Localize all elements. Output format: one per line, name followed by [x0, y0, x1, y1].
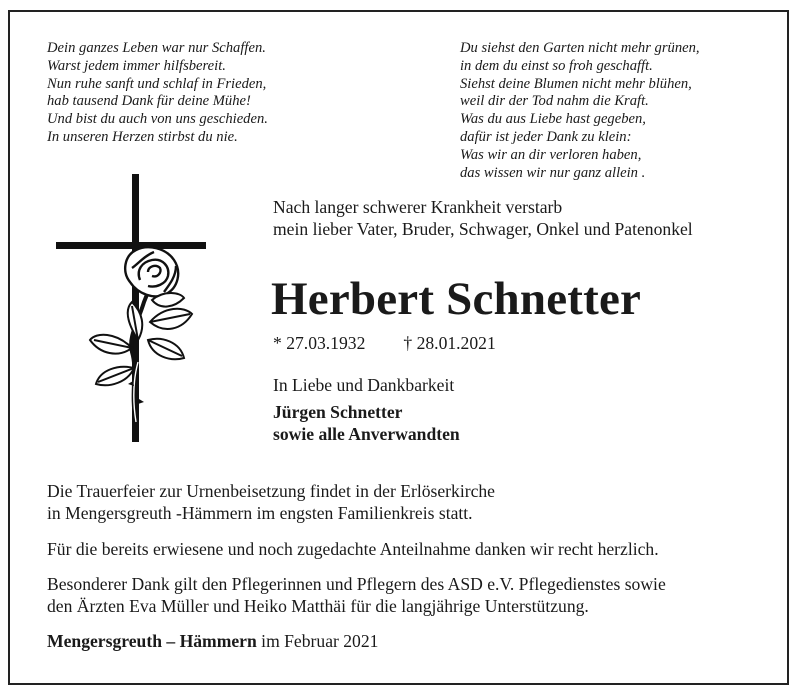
special-thanks-paragraph [47, 573, 666, 617]
birth-date: * 27.03.1932 [273, 333, 366, 353]
poem-line: in dem du einst so froh geschafft. [460, 57, 653, 74]
poem-line: Warst jedem immer hilfsbereit. [47, 57, 226, 74]
closing-line [47, 630, 378, 652]
poem-line: weil dir der Tod nahm die Kraft. [460, 93, 649, 110]
poem-line: Was wir an dir verloren haben, [460, 146, 642, 163]
poem-line: Dein ganzes Leben war nur Schaffen. [47, 40, 266, 56]
intro-line: mein lieber Vater, Bruder, Schwager, Onkel und Patenonkel [273, 219, 693, 239]
deceased-name: Herbert Schnetter [271, 273, 642, 325]
cross-with-rose-icon [52, 172, 212, 444]
signer-line: sowie alle Anverwandten [273, 424, 460, 444]
paragraph-line: Besonderer Dank gilt den Pflegerinnen und Pflegern des ASD e.V. Pflegedienstes sowie [47, 574, 666, 594]
poem-line: das wissen wir nur ganz allein . [460, 164, 646, 181]
poem-line: dafür ist jeder Dank zu klein: [460, 128, 632, 145]
paragraph-line: den Ärzten Eva Müller und Heiko Matthäi für die langjährige Unterstützung. [47, 596, 589, 616]
signer-line: Jürgen Schnetter [273, 402, 403, 422]
life-dates [273, 332, 496, 354]
poem-line: Und bist du auch von uns geschieden. [47, 111, 268, 128]
funeral-paragraph [47, 480, 495, 524]
poem-line: Du siehst den Garten nicht mehr grünen, [460, 40, 700, 56]
poem-line: Siehst deine Blumen nicht mehr blühen, [460, 75, 692, 92]
poem-line: Nun ruhe sanft und schlaf in Frieden, [47, 75, 267, 92]
poem-line: In unseren Herzen stirbst du nie. [47, 128, 238, 145]
poem-line: Was du aus Liebe hast gegeben, [460, 111, 646, 128]
intro-text [273, 196, 693, 240]
poem-line: hab tausend Dank für deine Mühe! [47, 93, 251, 110]
paragraph-line: in Mengersgreuth -Hämmern im engsten Familienkreis statt. [47, 503, 473, 523]
closing-date: im Februar 2021 [256, 631, 379, 651]
poem-right [460, 40, 700, 182]
paragraph-line: Die Trauerfeier zur Urnenbeisetzung findet in der Erlöserkirche [47, 481, 495, 501]
closing-place: Mengersgreuth – Hämmern [47, 631, 257, 651]
poem-left [47, 40, 268, 147]
thanks-paragraph: Für die bereits erwiesene und noch zugedachte Anteilnahme danken wir recht herzlich. [47, 539, 659, 559]
love-line: In Liebe und Dankbarkeit [273, 375, 455, 395]
intro-line: Nach langer schwerer Krankheit verstarb [273, 197, 563, 217]
signers [273, 401, 460, 445]
death-date: † 28.01.2021 [403, 333, 496, 353]
